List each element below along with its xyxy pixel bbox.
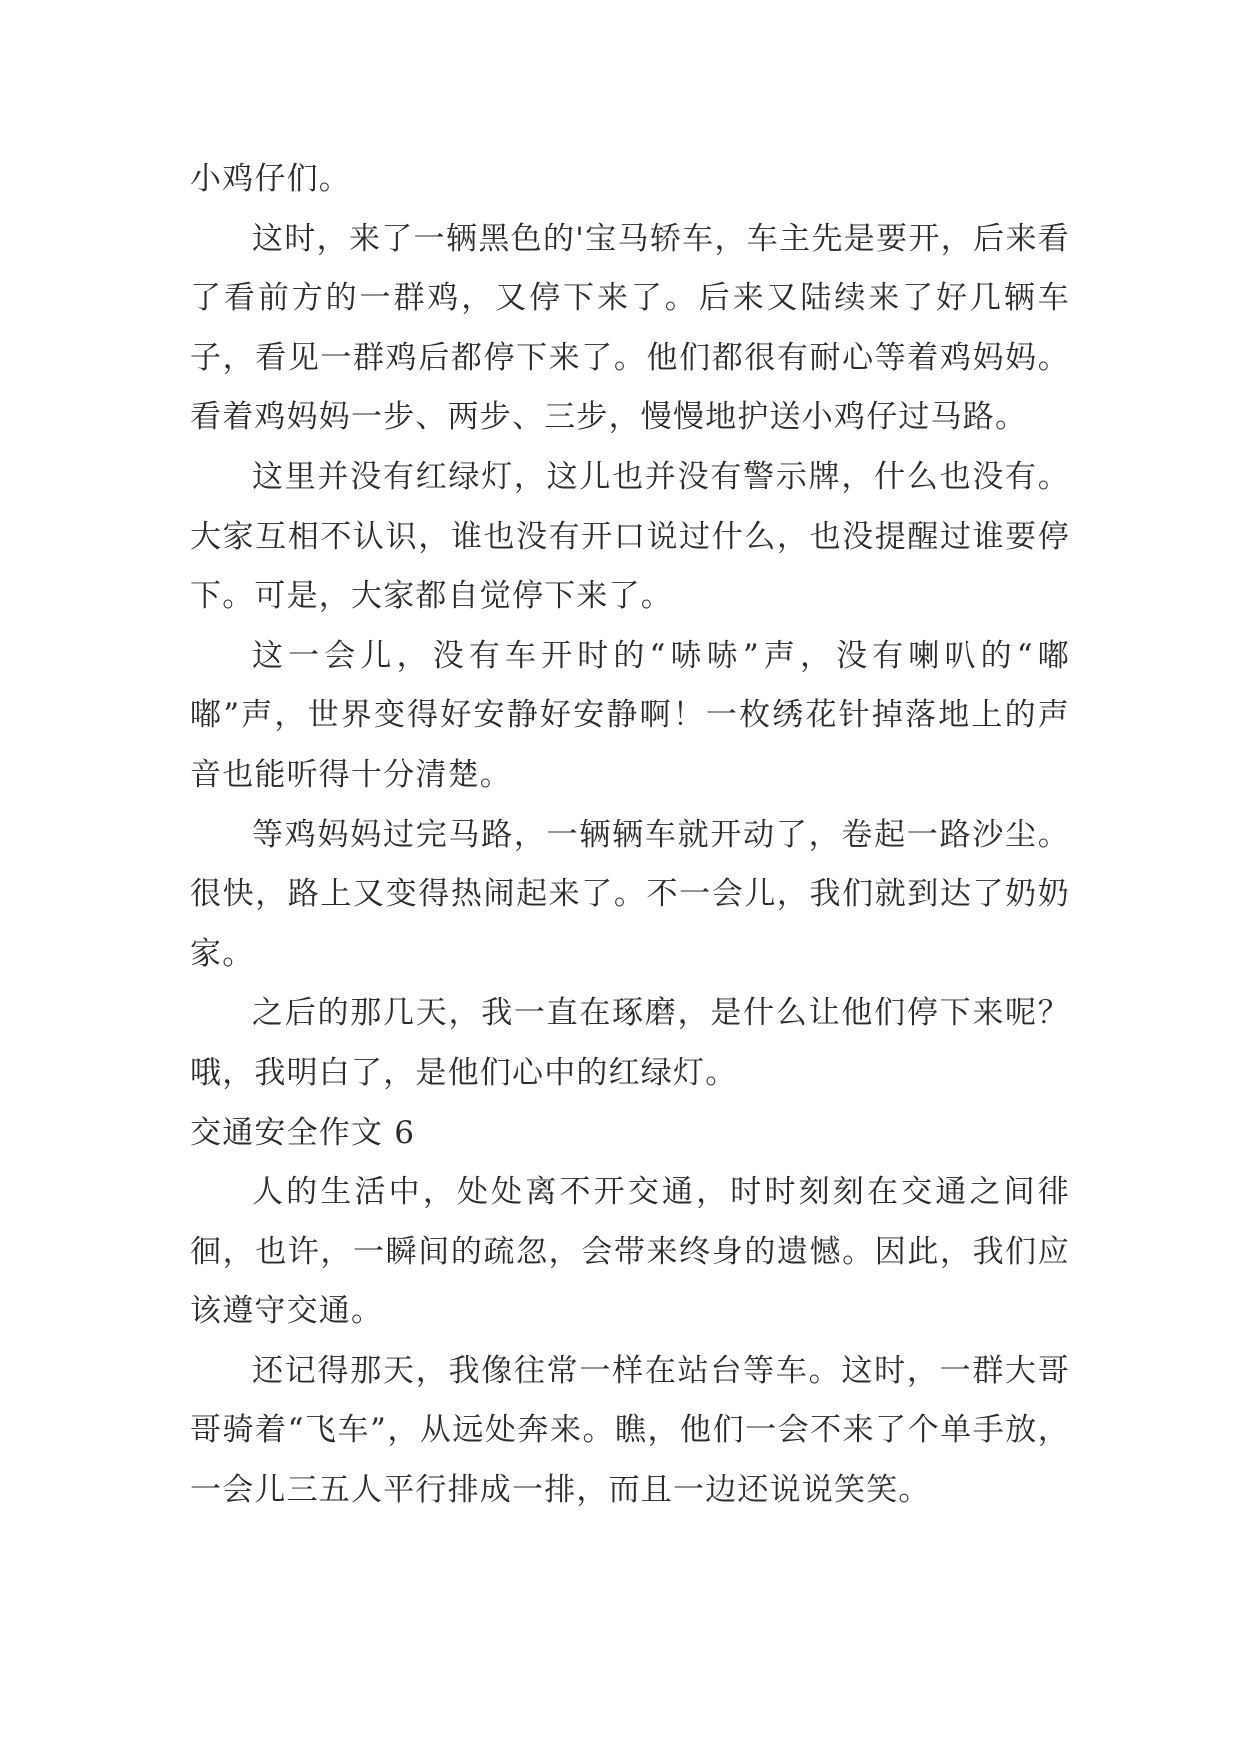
paragraph: 这一会儿，没有车开时的“哧哧”声，没有喇叭的“嘟嘟”声，世界变得好安静好安静啊！一枚绣花针掉落地上的声音也能听得十分清楚。 — [190, 637, 1070, 793]
section-heading: 交通安全作文 6 — [190, 1114, 416, 1151]
paragraph: 人的生活中，处处离不开交通，时时刻刻在交通之间徘徊，也许，一瞬间的疏忽，会带来终身的遗憾。因此，我们应该遵守交通。 — [190, 1174, 1070, 1330]
paragraph: 还记得那天，我像往常一样在站台等车。这时，一群大哥哥骑着“飞车”，从远处奔来。瞧，他们一会不来了个单手放，一会儿三五人平行排成一排，而且一边还说说笑笑。 — [190, 1352, 1070, 1509]
document-body — [190, 150, 1070, 1521]
paragraph: 等鸡妈妈过完马路，一辆辆车就开动了，卷起一路沙尘。很快，路上又变得热闹起来了。不一会儿，我们就到达了奶奶家。 — [190, 816, 1070, 972]
paragraph: 之后的那几天，我一直在琢磨，是什么让他们停下来呢？哦，我明白了，是他们心中的红绿灯。 — [190, 995, 1070, 1091]
paragraph: 这里并没有红绿灯，这儿也并没有警示牌，什么也没有。大家互相不认识，谁也没有开口说过什么，也没提醒过谁要停下。可是，大家都自觉停下来了。 — [190, 458, 1070, 615]
paragraph: 这时，来了一辆黑色的'宝马轿车，车主先是要开，后来看了看前方的一群鸡，又停下来了。后来又陆续来了好几辆车子，看见一群鸡后都停下来了。他们都很有耐心等着鸡妈妈。看着鸡妈妈一步、两步、三步，慢慢地护送小鸡仔过马路。 — [190, 220, 1070, 436]
paragraph-continuation: 小鸡仔们。 — [190, 161, 351, 197]
